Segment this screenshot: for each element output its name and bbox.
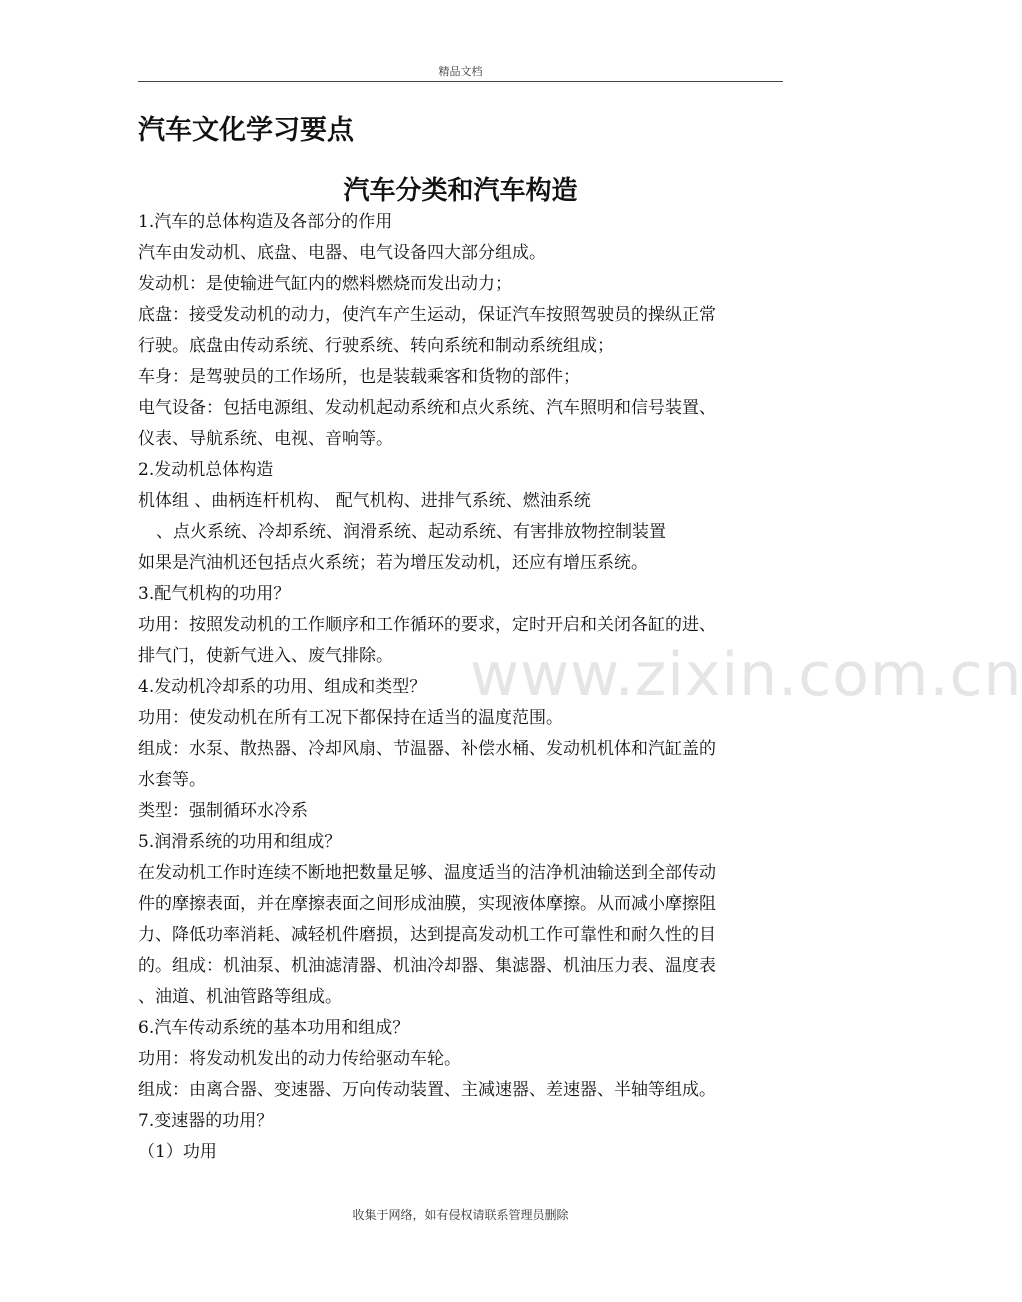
- paragraph-line: 组成：由离合器、变速器、万向传动装置、主减速器、差速器、半轴等组成。: [138, 1080, 716, 1100]
- heading-6: 6.汽车传动系统的基本功用和组成？: [138, 1018, 410, 1038]
- paragraph-line: 车身：是驾驶员的工作场所，也是装载乘客和货物的部件；: [138, 367, 580, 387]
- heading-3: 3.配气机构的功用？: [138, 584, 291, 604]
- page-footer: 收集于网络，如有侵权请联系管理员删除: [352, 1208, 569, 1222]
- paragraph-line: 功用：将发动机发出的动力传给驱动车轮。: [138, 1049, 461, 1069]
- document-body: [138, 207, 774, 1168]
- paragraph-line: 发动机：是使输进气缸内的燃料燃烧而发出动力；: [138, 274, 512, 294]
- paragraph-line: 排气门，使新气进入、废气排除。: [138, 646, 393, 666]
- paragraph-line: 功用：使发动机在所有工况下都保持在适当的温度范围。: [138, 708, 563, 728]
- heading-2: 2.发动机总体构造: [138, 460, 274, 480]
- paragraph-line: 功用：按照发动机的工作顺序和工作循环的要求，定时开启和关闭各缸的进、: [138, 615, 716, 635]
- paragraph-line: 如果是汽油机还包括点火系统；若为增压发动机，还应有增压系统。: [138, 553, 648, 573]
- section-title: 汽车分类和汽车构造: [343, 176, 578, 206]
- paragraph-line: 件的摩擦表面，并在摩擦表面之间形成油膜，实现液体摩擦。从而减小摩擦阻: [138, 894, 716, 914]
- paragraph-line: 组成：水泵、散热器、冷却风扇、节温器、补偿水桶、发动机机体和汽缸盖的: [138, 739, 716, 759]
- paragraph-line: 机体组 、曲柄连杆机构、 配气机构、进排气系统、燃油系统: [138, 491, 591, 511]
- paragraph-line: 仪表、导航系统、电视、音响等。: [138, 429, 393, 449]
- paragraph-line: 、油道、机油管路等组成。: [138, 987, 342, 1007]
- heading-5: 5.润滑系统的功用和组成？: [138, 832, 342, 852]
- document-title: 汽车文化学习要点: [138, 115, 354, 146]
- paragraph-line: 的。组成：机油泵、机油滤清器、机油冷却器、集滤器、机油压力表、温度表: [138, 956, 716, 976]
- header-divider: [138, 81, 783, 82]
- heading-7: 7.变速器的功用？: [138, 1111, 274, 1131]
- paragraph-line: （1）功用: [138, 1142, 217, 1162]
- paragraph-line: 行驶。底盘由传动系统、行驶系统、转向系统和制动系统组成；: [138, 336, 614, 356]
- paragraph-line: 、点火系统、冷却系统、润滑系统、起动系统、有害排放物控制装置: [156, 522, 666, 542]
- paragraph-line: 汽车由发动机、底盘、电器、电气设备四大部分组成。: [138, 243, 546, 263]
- paragraph-line: 水套等。: [138, 770, 206, 790]
- paragraph-line: 力、降低功率消耗、减轻机件磨损，达到提高发动机工作可靠性和耐久性的目: [138, 925, 716, 945]
- page-header: 精品文档: [438, 65, 483, 78]
- heading-1: 1.汽车的总体构造及各部分的作用: [138, 212, 393, 232]
- paragraph-line: 底盘：接受发动机的动力，使汽车产生运动，保证汽车按照驾驶员的操纵正常: [138, 305, 716, 325]
- paragraph-line: 类型：强制循环水冷系: [138, 801, 308, 821]
- paragraph-line: 电气设备：包括电源组、发动机起动系统和点火系统、汽车照明和信号装置、: [138, 398, 716, 418]
- watermark: www.zixin.com.cn: [470, 640, 1022, 710]
- heading-4: 4.发动机冷却系的功用、组成和类型？: [138, 677, 427, 697]
- paragraph-line: 在发动机工作时连续不断地把数量足够、温度适当的洁净机油输送到全部传动: [138, 863, 716, 883]
